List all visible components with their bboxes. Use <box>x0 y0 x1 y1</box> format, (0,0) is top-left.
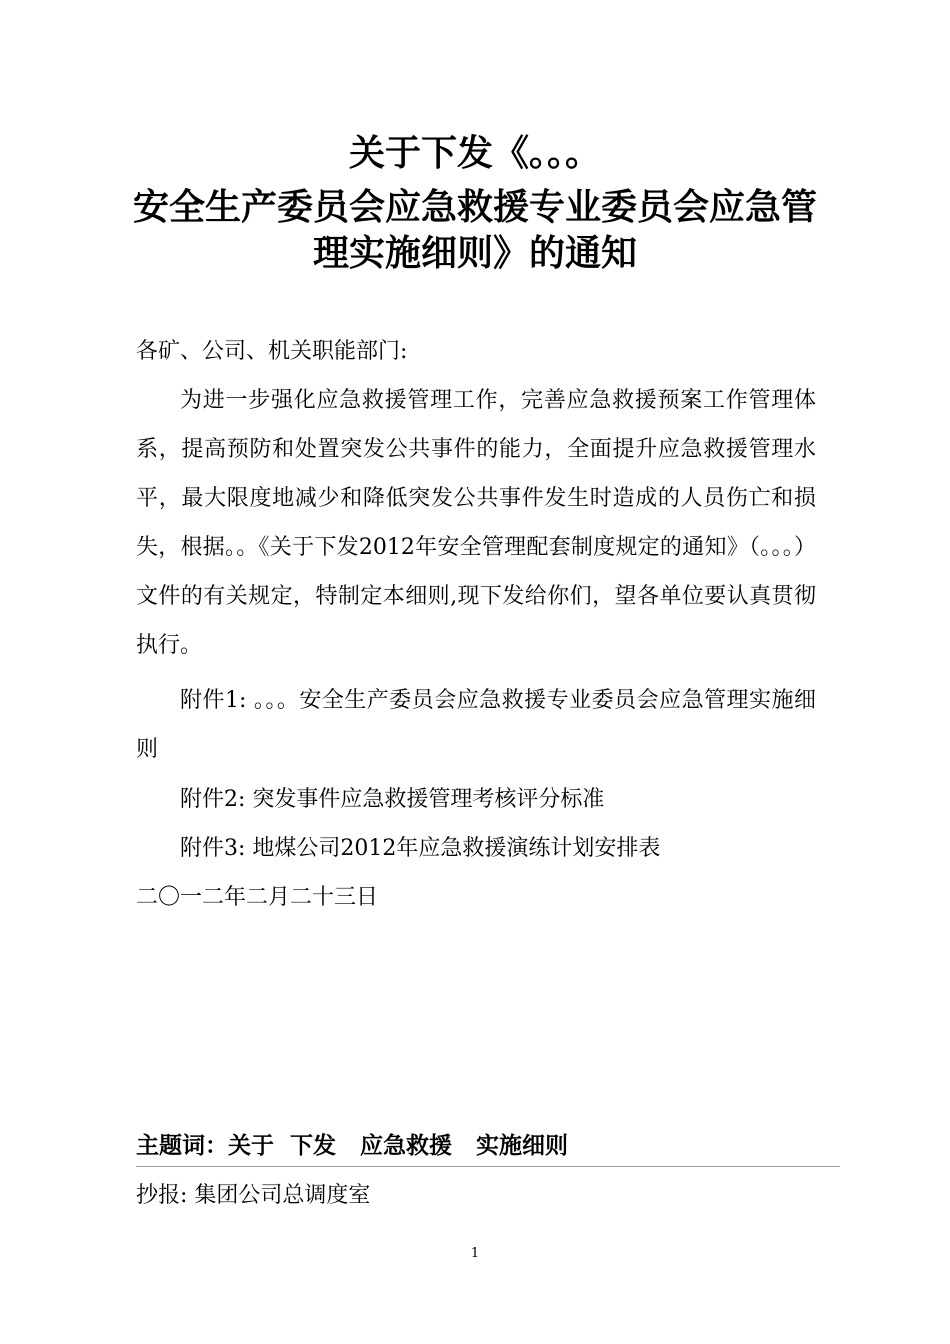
body-paragraph: 为进一步强化应急救援管理工作，完善应急救援预案工作管理体系，提高预防和处置突发公共事件的能力，全面提升应急救援管理水平，最大限度地减少和降低突发公共事件发生时造成的人员伤亡和损失，根据。。《关于下发2012年安全管理配套制度规定的通知》（。。。）文件的有关规定，特制定本细则,现下发给你们，望各单位要认真贯彻执行。 <box>136 388 816 658</box>
attachment-3: 附件3: 地煤公司2012年应急救援演练计划安排表 <box>180 836 661 861</box>
subject-keywords: 主题词：关于 下发 应急救援 实施细则 <box>136 1133 569 1159</box>
cc-line: 抄报: 集团公司总调度室 <box>136 1183 371 1208</box>
attachment-2: 附件2: 突发事件应急救援管理考核评分标准 <box>180 787 605 812</box>
attachment-1: 附件1: 。。。安全生产委员会应急救援专业委员会应急管理实施细则 <box>136 688 816 762</box>
title-line-3: 理实施细则》的通知 <box>312 233 637 274</box>
issue-date: 二〇一二年二月二十三日 <box>136 885 379 910</box>
salutation: 各矿、公司、机关职能部门: <box>136 339 408 364</box>
keywords-divider <box>136 1166 840 1167</box>
title-line-1: 关于下发《。。。 <box>348 133 601 174</box>
page-number: 1 <box>470 1246 480 1261</box>
title-line-2: 安全生产委员会应急救援专业委员会应急管 <box>132 187 817 228</box>
